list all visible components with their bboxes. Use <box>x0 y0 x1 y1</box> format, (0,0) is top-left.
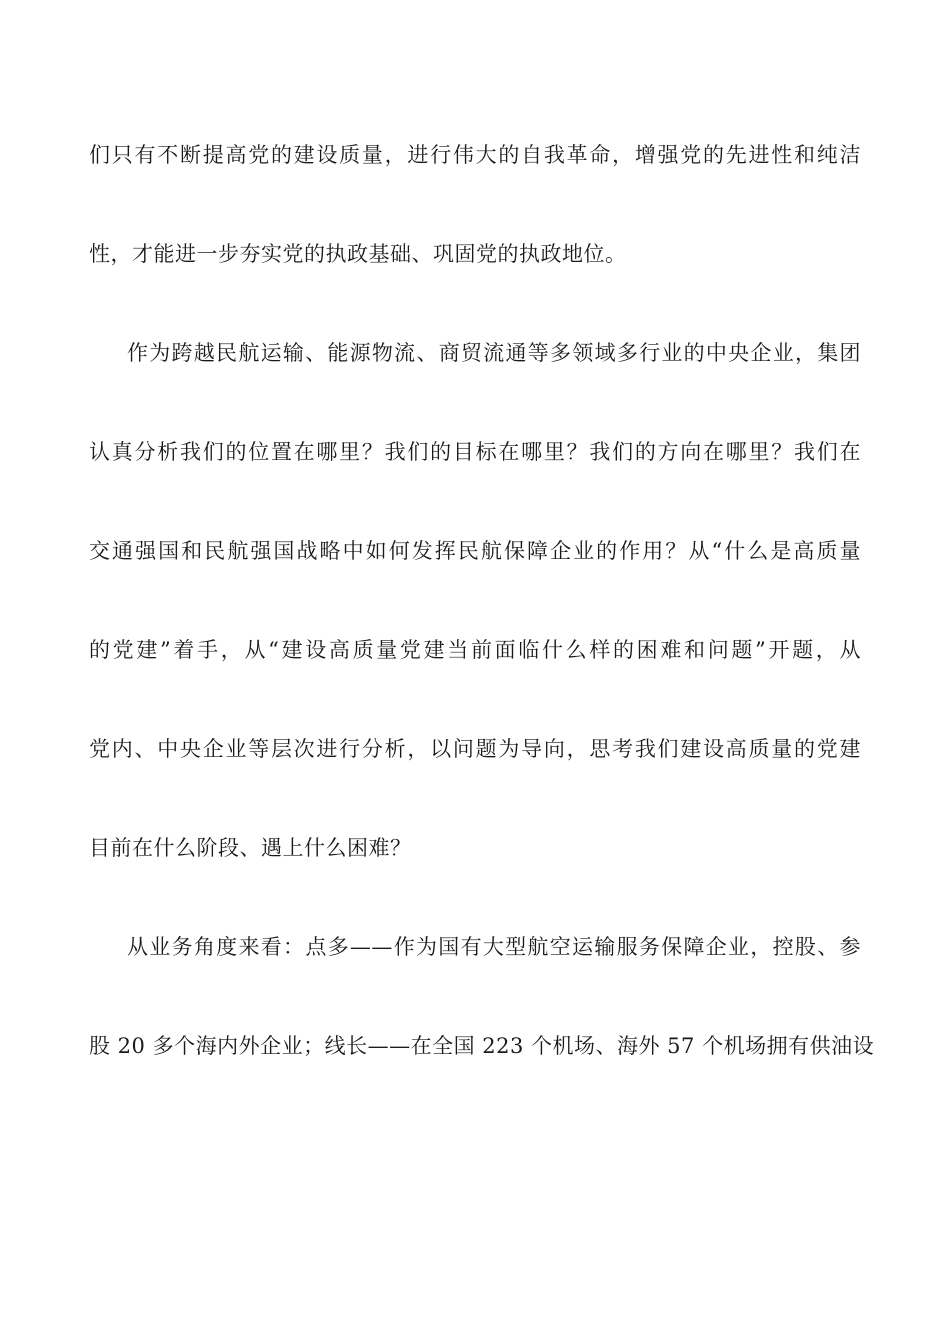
text-line: 的党建”着手，从“建设高质量党建当前面临什么样的困难和问题”开题，从 <box>89 638 861 662</box>
text-line: 性，才能进一步夯实党的执政基础、巩固党的执政地位。 <box>89 242 627 266</box>
text-line: 目前在什么阶段、遇上什么困难？ <box>89 836 412 860</box>
paragraph-start-line: 作为跨越民航运输、能源物流、商贸流通等多领域多行业的中央企业，集团 <box>127 341 861 365</box>
text-line: 股 20 多个海内外企业；线长——在全国 223 个机场、海外 57 个机场拥有供油设 <box>89 1034 875 1058</box>
paragraph-start-line: 从业务角度来看：点多——作为国有大型航空运输服务保障企业，控股、参 <box>127 935 861 959</box>
text-line: 们只有不断提高党的建设质量，进行伟大的自我革命，增强党的先进性和纯洁 <box>89 143 861 167</box>
text-line: 认真分析我们的位置在哪里？我们的目标在哪里？我们的方向在哪里？我们在 <box>89 440 861 464</box>
text-line: 党内、中央企业等层次进行分析，以问题为导向，思考我们建设高质量的党建 <box>89 737 861 761</box>
text-line: 交通强国和民航强国战略中如何发挥民航保障企业的作用？从“什么是高质量 <box>89 539 861 563</box>
body-text <box>89 130 875 1120</box>
